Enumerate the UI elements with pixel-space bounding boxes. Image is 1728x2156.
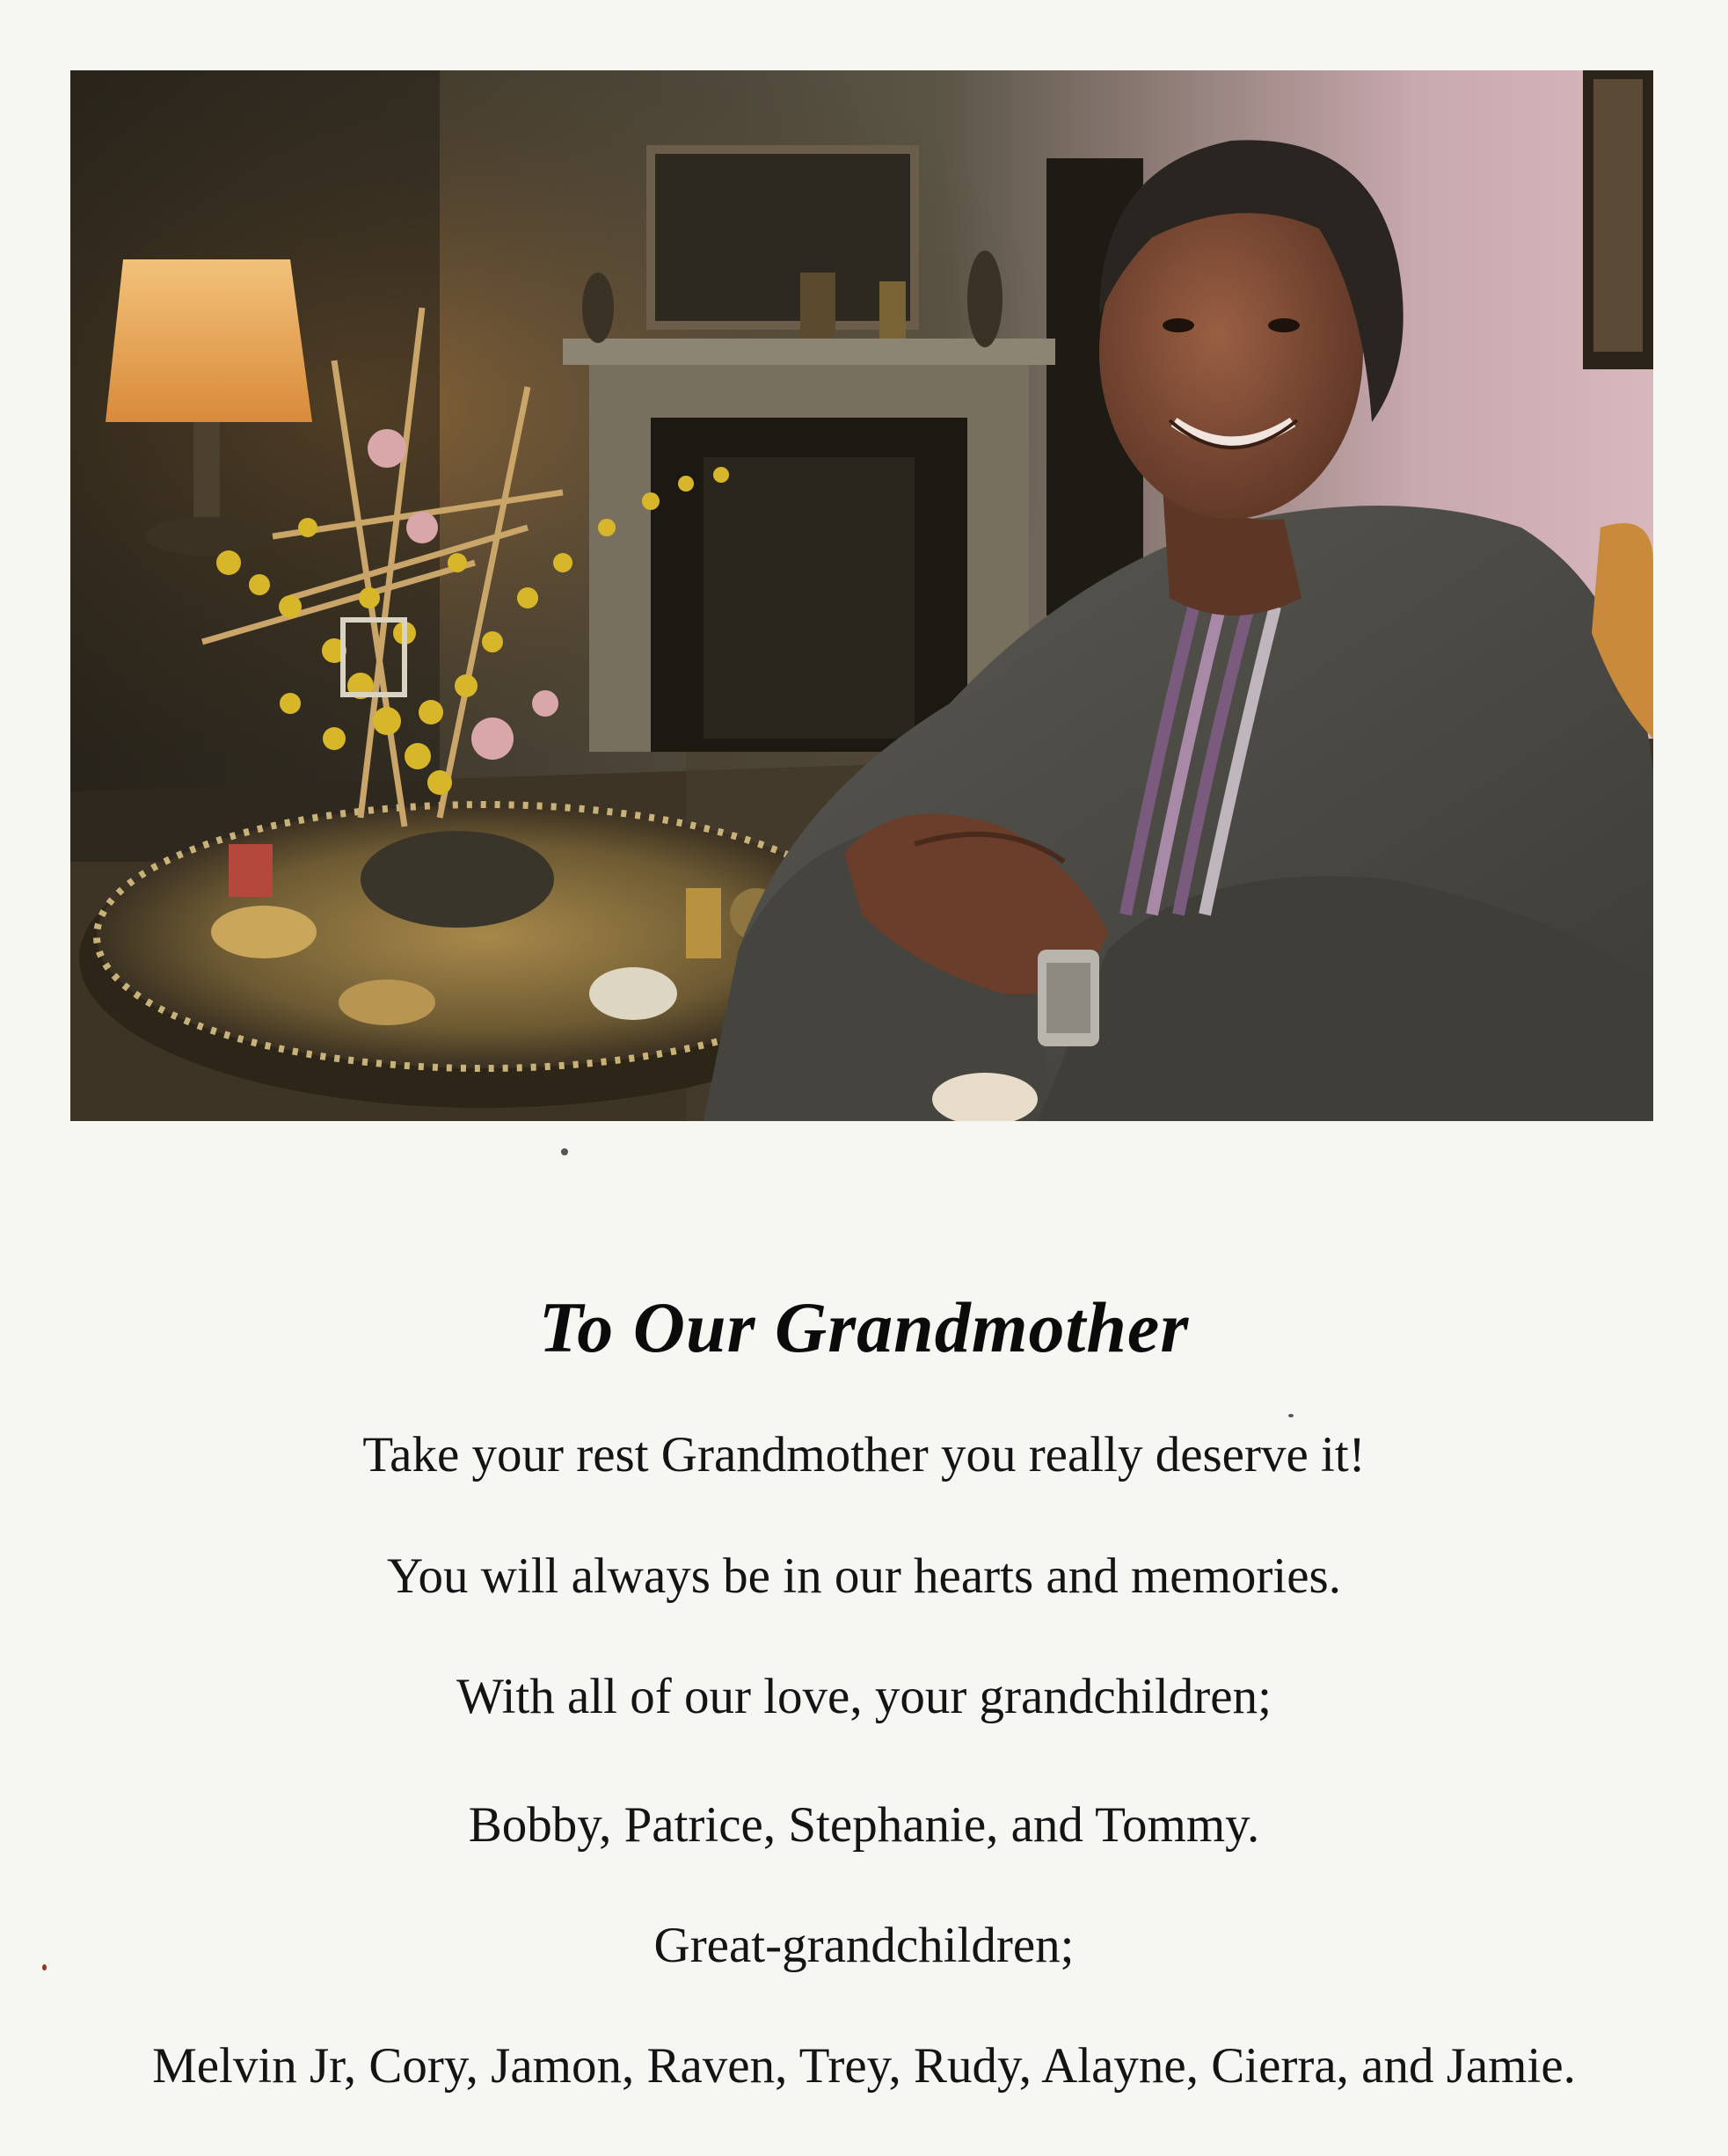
memorial-line-hearts: You will always be in our hearts and memories. bbox=[387, 1548, 1341, 1604]
photo-illustration bbox=[70, 70, 1653, 1121]
paper-speck bbox=[561, 1148, 568, 1155]
great-grandchildren-names: Melvin Jr, Cory, Jamon, Raven, Trey, Rudy, Alayne, Cierra, and Jamie. bbox=[152, 2038, 1576, 2094]
memorial-title: To Our Grandmother bbox=[538, 1287, 1190, 1367]
memorial-line-love: With all of our love, your grandchildren; bbox=[456, 1669, 1272, 1724]
memorial-line-rest: Take your rest Grandmother you really deserve it! bbox=[362, 1427, 1366, 1482]
grandmother-photo bbox=[70, 70, 1653, 1121]
great-grandchildren-heading: Great-grandchildren; bbox=[653, 1918, 1075, 1973]
grandchildren-names: Bobby, Patrice, Stephanie, and Tommy. bbox=[468, 1797, 1260, 1853]
paper-speck bbox=[1288, 1414, 1294, 1417]
